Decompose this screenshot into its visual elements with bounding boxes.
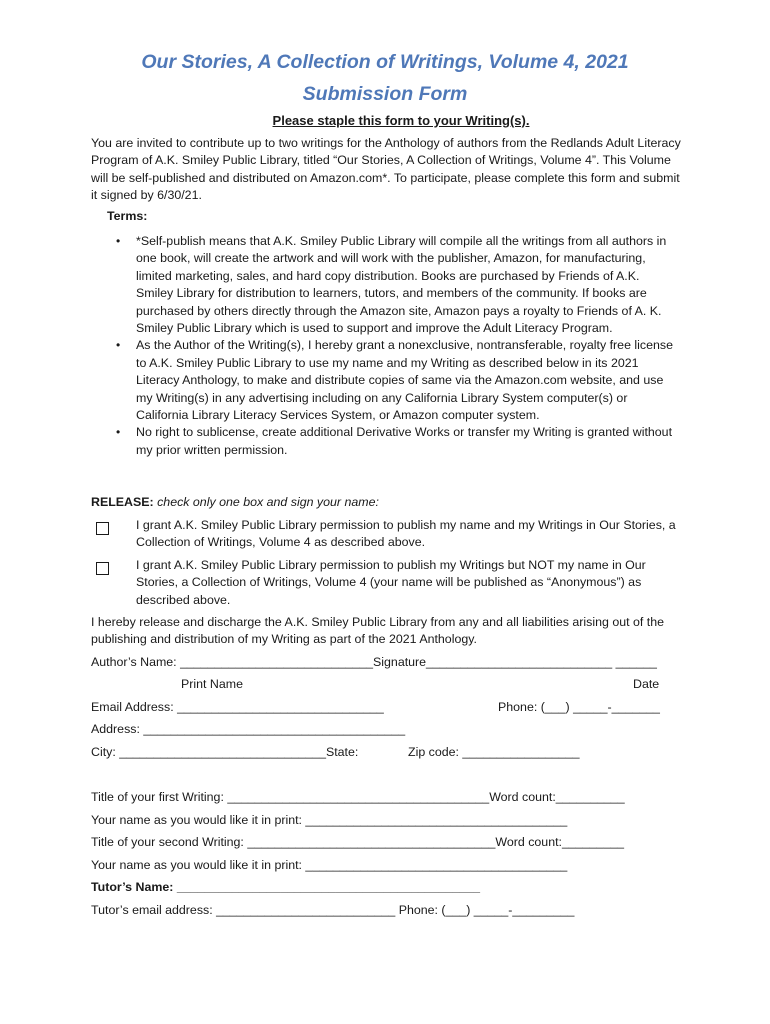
- authors-name-signature-line[interactable]: Author’s Name: ____________________________Signature___________________________ ______: [91, 655, 657, 669]
- release-heading: [91, 495, 379, 509]
- terms-heading: Terms:: [107, 209, 148, 223]
- release-option1-checkbox[interactable]: [96, 522, 109, 535]
- terms-item: • No right to sublicense, create additional Derivative Works or transfer my Writing is granted without my prior written permission.: [136, 424, 676, 459]
- terms-list: [136, 233, 676, 459]
- terms-item: • As the Author of the Writing(s), I hereby grant a nonexclusive, nontransferable, royalty free license to A.K. Smiley Public Library to use my name and my Writing as described below in its 2021 Literacy Anthology, to make and distribute copies of same via the Amazon.com website, and use my Writing(s) in any advertising including on any California Library System computer(s) or California Library Literacy Services System, or Amazon computer system.: [136, 337, 676, 424]
- staple-notice: Please staple this form to your Writing(s).: [272, 113, 530, 128]
- form-subtitle: Submission Form: [302, 83, 468, 105]
- form-title: Our Stories, A Collection of Writings, Volume 4, 2021: [141, 51, 629, 73]
- intro-paragraph: You are invited to contribute up to two writings for the Anthology of authors from the Redlands Adult Literacy Program of A.K. Smiley Public Library, titled “Our Stories, A Collection of Writings, Volume 4”. This Volume will be self-published and distributed on Amazon.com*. To participate, please complete this form and submit it signed by 6/30/21.: [91, 136, 681, 203]
- terms-item: • *Self-publish means that A.K. Smiley Public Library will compile all the writings from all authors in one book, will create the artwork and will work with the publisher, Amazon, for manufacturing, limited marketing, sales, and hard copy distribution. Books are purchased by Friends of A.K. Smiley Library for distribution to learners, tutors, and members of the community. If books are purchased by others directly through the Amazon site, Amazon pays a royalty to Friends of A. K. Smiley Public Library which is used to support and improve the Adult Literacy Program.: [136, 233, 676, 337]
- phone-field[interactable]: Phone: (___) _____-_______: [498, 700, 660, 714]
- discharge-paragraph: I hereby release and discharge the A.K. Smiley Public Library from any and all liabilities arising out of the publishing and distribution of my Writing as part of the 2021 Anthology.: [91, 615, 665, 647]
- address-field[interactable]: Address: ______________________________________: [91, 722, 406, 736]
- release-label: RELEASE:: [91, 495, 154, 509]
- city-state-field[interactable]: City: ______________________________State:: [91, 745, 359, 759]
- second-writing-title-field[interactable]: Title of your second Writing: ____________________________________Word count:_________: [91, 835, 624, 849]
- zip-field[interactable]: Zip code: _________________: [408, 745, 580, 759]
- release-instruction: check only one box and sign your name:: [157, 495, 379, 509]
- tutor-name-field[interactable]: Tutor’s Name: ____________________________________________: [91, 880, 481, 894]
- first-writing-title-field[interactable]: Title of your first Writing: ______________________________________Word count:__________: [91, 790, 625, 804]
- tutor-email-phone-field[interactable]: Tutor’s email address: __________________________ Phone: (___) _____-_________: [91, 903, 575, 917]
- date-caption: Date: [633, 677, 660, 691]
- release-option1-text: I grant A.K. Smiley Public Library permission to publish my name and my Writings in Our Stories, a Collection of Writings, Volume 4 as described above.: [136, 518, 676, 550]
- print-name-caption: Print Name: [181, 677, 243, 691]
- print-name-field-1[interactable]: Your name as you would like it in print: ______________________________________: [91, 813, 568, 827]
- release-option2-checkbox[interactable]: [96, 562, 109, 575]
- release-option2-text: I grant A.K. Smiley Public Library permission to publish my Writings but NOT my name in Our Stories, a Collection of Writings, Volume 4 (your name will be published as “Anonymous”) as described above.: [136, 558, 646, 607]
- print-name-field-2[interactable]: Your name as you would like it in print: ______________________________________: [91, 858, 568, 872]
- email-field[interactable]: Email Address: ______________________________: [91, 700, 384, 714]
